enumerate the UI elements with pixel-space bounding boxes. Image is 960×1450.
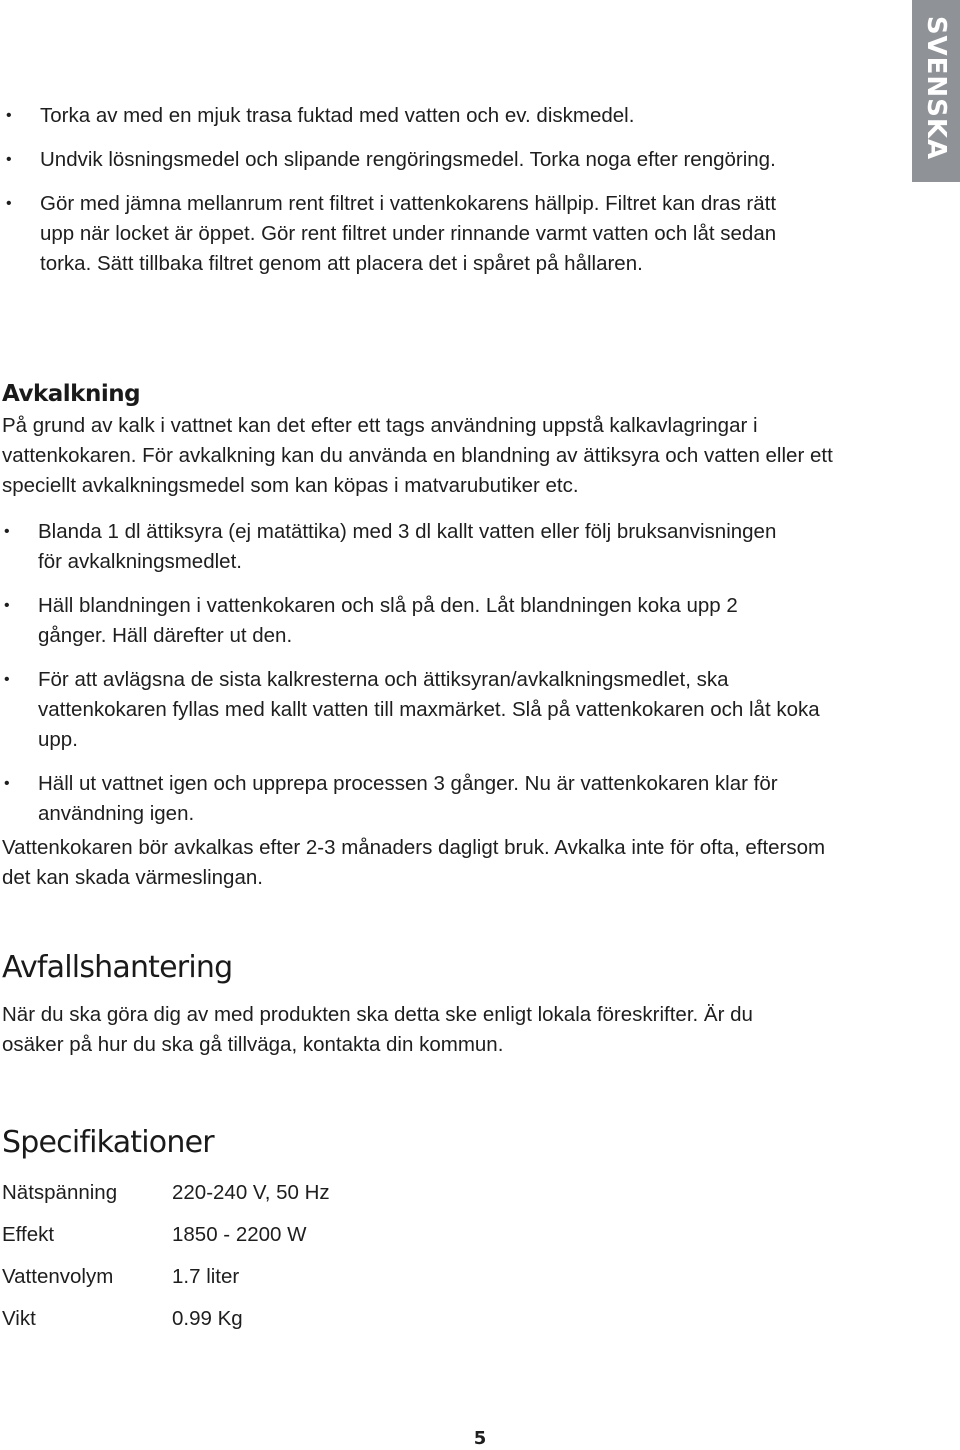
list-item: • Undvik lösningsmedel och slipande rengöringsmedel. Torka noga efter rengöring. <box>2 145 780 175</box>
spec-value: 220-240 V, 50 Hz <box>172 1181 330 1204</box>
spec-label: Vikt <box>2 1307 36 1330</box>
descaling-section <box>2 411 842 893</box>
spec-label: Effekt <box>2 1223 55 1246</box>
specs-heading: Specifikationer <box>2 1125 214 1160</box>
spec-value: 1.7 liter <box>172 1265 240 1288</box>
table-row <box>2 1256 330 1298</box>
list-item: • För att avlägsna de sista kalkresterna och ättiksyran/avkalkningsmedlet, ska vattenkokaren fyllas med kallt vatten till maxmärket. Slå på vattenkokaren och låt koka upp. <box>0 665 842 755</box>
cleaning-list <box>2 101 802 279</box>
descaling-intro: På grund av kalk i vattnet kan det efter ett tags användning uppstå kalkavlagringar i vattenkokaren. För avkalkning kan du använda en blandning av ättiksyra och vatten eller ett speciellt avkalkningsmedel som kan köpas i matvarubutiker etc. <box>2 414 833 497</box>
list-item: • Gör med jämna mellanrum rent filtret i vattenkokarens hällpip. Filtret kan dras rätt upp när locket är öppet. Gör rent filtret under rinnande varmt vatten och låt sedan torka. Sätt tillbaka filtret genom att placera det i spåret på hållaren. <box>2 189 800 279</box>
table-row <box>2 1172 330 1214</box>
page-number: 5 <box>473 1428 487 1449</box>
spec-value: 0.99 Kg <box>172 1307 243 1330</box>
table-row <box>2 1214 330 1256</box>
spec-label: Vattenvolym <box>2 1265 114 1288</box>
language-tab-label: SVENSKA <box>921 15 951 161</box>
list-item: • Torka av med en mjuk trasa fuktad med vatten och ev. diskmedel. <box>2 101 802 131</box>
spec-label: Nätspänning <box>2 1181 118 1204</box>
specs-table <box>2 1172 330 1340</box>
disposal-text: När du ska göra dig av med produkten ska detta ske enligt lokala föreskrifter. Är du osäker på hur du ska gå tillväga, kontakta din kommun. <box>2 1003 753 1056</box>
spec-value: 1850 - 2200 W <box>172 1223 307 1246</box>
list-item: • Blanda 1 dl ättiksyra (ej matättika) med 3 dl kallt vatten eller följ bruksanvisningen för avkalkningsmedlet. <box>0 517 798 577</box>
disposal-section <box>2 1000 792 1060</box>
list-item: • Häll ut vattnet igen och upprepa processen 3 gånger. Nu är vattenkokaren klar för användning igen. <box>0 769 842 829</box>
language-tab <box>912 0 960 182</box>
descaling-note: Vattenkokaren bör avkalkas efter 2-3 månaders dagligt bruk. Avkalka inte för ofta, eftersom det kan skada värmeslingan. <box>2 836 826 889</box>
disposal-heading: Avfallshantering <box>2 950 233 985</box>
descaling-heading: Avkalkning <box>2 381 141 407</box>
table-row <box>2 1298 330 1340</box>
list-item: • Häll blandningen i vattenkokaren och slå på den. Låt blandningen koka upp 2 gånger. Häll därefter ut den. <box>0 591 798 651</box>
